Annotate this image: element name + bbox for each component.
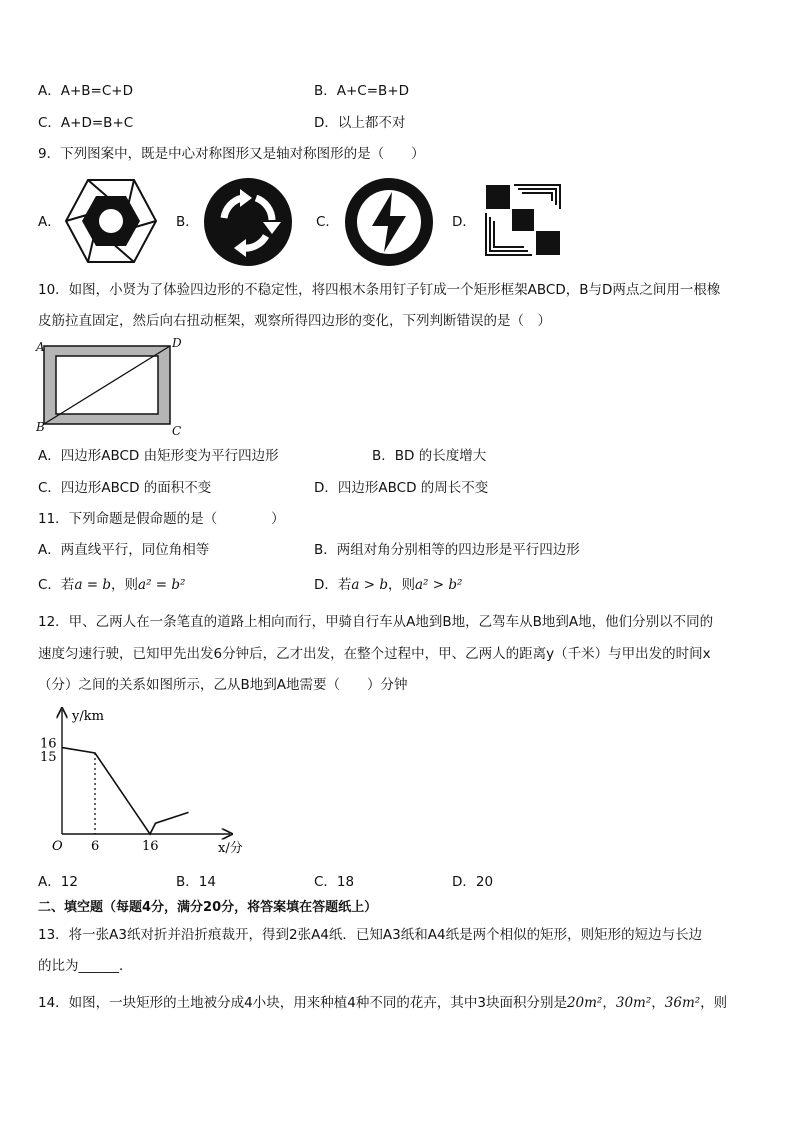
vertex-label-c: C [172, 424, 182, 438]
rectangle-frame-figure [36, 338, 186, 438]
q11-stem: 11．下列命题是假命题的是（ ） [38, 511, 285, 527]
distance-time-chart [34, 702, 264, 866]
q9-option-d-label: D． [452, 214, 476, 230]
chart-svg [34, 702, 264, 862]
q12-stem-line-3: （分）之间的关系如图所示，乙从B地到A地需要（ ）分钟 [38, 677, 408, 693]
q14-area-2: 30m² [615, 995, 652, 1011]
q10-option-b: B．BD 的长度增大 [372, 448, 487, 464]
q8-option-d: D．以上都不对 [314, 115, 406, 131]
q11-option-d-condition: a > b [351, 577, 388, 593]
q14-tail: ，则 [700, 995, 728, 1011]
q9-stem: 9．下列图案中，既是中心对称图形又是轴对称图形的是（ ） [38, 146, 425, 162]
q14-separator-1: ， [602, 995, 616, 1011]
q10-option-c: C．四边形ABCD 的面积不变 [38, 480, 212, 496]
q9-option-a-label: A． [38, 214, 61, 230]
q12-option-c: C．18 [314, 874, 355, 890]
q11-option-c-prefix: C．若 [38, 577, 75, 593]
vertex-label-a: A [36, 340, 45, 354]
roundabout-arrows-icon [202, 178, 294, 270]
q11-option-b: B．两组对角分别相等的四边形是平行四边形 [314, 542, 580, 558]
q11-option-c-condition: a = b [74, 577, 112, 593]
q10-stem-line-2: 皮筋拉直固定，然后向右扭动框架，观察所得四边形的变化，下列判断错误的是（ ） [38, 313, 551, 329]
y-tick-label-0: 16 [40, 736, 57, 752]
q13-stem-line-2: 的比为______． [38, 958, 133, 974]
section-heading-fill-in: 二、填空题（每题4分，满分20分，将答案填在答题纸上） [38, 900, 378, 915]
q12-option-a: A．12 [38, 874, 78, 890]
q14-separator-2: ， [651, 995, 665, 1011]
q11-option-a: A．两直线平行，同位角相等 [38, 542, 210, 558]
q11-option-d-mid: ，则 [388, 577, 415, 593]
q9-option-b-label: B． [176, 214, 199, 230]
x-axis-label: x/分 [218, 841, 243, 856]
q14-area-3: 36m² [664, 995, 701, 1011]
q10-option-d: D．四边形ABCD 的周长不变 [314, 480, 489, 496]
q11-option-c-conclusion: a² = b² [138, 577, 186, 593]
q11-option-c-mid: ，则 [111, 577, 139, 593]
q8-option-a: A．A+B=C+D [38, 83, 133, 99]
q9-option-c-label: C． [316, 214, 339, 230]
q13-stem-line-1: 13．将一张A3纸对折并沿折痕裁开，得到2张A4纸．已知A3纸和A4纸是两个相似的矩形，则矩形的短边与长边 [38, 927, 703, 943]
y-tick-label-1: 15 [40, 750, 57, 765]
q14-stem-text: 14．如图，一块矩形的土地被分成4小块，用来种植4种不同的花卉，其中3块面积分别是 [38, 995, 567, 1011]
stacked-squares-pattern-icon [484, 183, 562, 261]
camera-aperture-hexagon-icon [64, 178, 158, 268]
x-tick-label-0: 6 [91, 839, 100, 854]
origin-label: O [52, 839, 63, 854]
q11-option-d-prefix: D．若 [314, 577, 352, 593]
q12-option-b: B．14 [176, 874, 216, 890]
vertex-label-b: B [36, 420, 45, 434]
y-axis-label: y/km [72, 709, 104, 724]
q10-stem-line-1: 10．如图，小贤为了体验四边形的不稳定性，将四根木条用钉子钉成一个矩形框架ABCD，B与D两点之间用一根橡 [38, 282, 721, 298]
q8-option-c: C．A+D=B+C [38, 115, 134, 131]
q12-option-d: D．20 [452, 874, 494, 890]
q11-option-d [314, 576, 462, 594]
x-tick-label-1: 16 [142, 839, 159, 854]
q11-option-d-conclusion: a² > b² [415, 577, 463, 593]
q12-stem-line-1: 12．甲、乙两人在一条笔直的道路上相向而行，甲骑自行车从A地到B地，乙驾车从B地到A地，他们分别以不同的 [38, 614, 714, 630]
q14-area-1: 20m² [566, 995, 603, 1011]
series-line-0 [62, 748, 189, 834]
q8-option-b: B．A+C=B+D [314, 83, 410, 99]
lightning-bolt-icon [342, 178, 436, 270]
q14-stem-line-1 [38, 994, 727, 1012]
q10-option-a: A．四边形ABCD 由矩形变为平行四边形 [38, 448, 279, 464]
q11-option-c [38, 576, 185, 594]
q12-stem-line-2: 速度匀速行驶，已知甲先出发6分钟后，乙才出发，在整个过程中，甲、乙两人的距离y（千米）与甲出发的时间x [38, 646, 711, 662]
vertex-label-d: D [172, 336, 182, 350]
